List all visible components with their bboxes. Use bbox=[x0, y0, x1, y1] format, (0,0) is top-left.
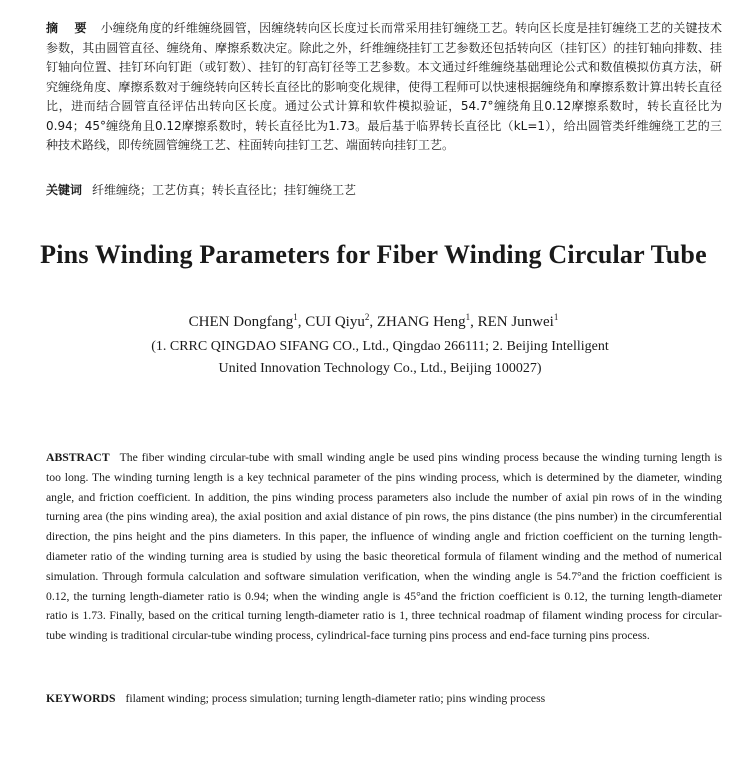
english-abstract-text: The fiber winding circular-tube with small winding angle be used pins winding process because the winding turning length is too long. The winding turning length is a key technical parameter of the pins winding process, which is determined by the diameter, winding angle, and friction coefficient. In addition, the pins winding process parameters also include the number of axial pin rows of in the winding turning area (the pins winding area), the axial position and axial distance of pin rows, the pins distance (the pins number) in the circumferential direction, the pins height and the pins diameters. In this paper, the influence of winding angle and friction coefficient on the turning length-diameter ratio of the winding turning area is studied by using the basic theoretical formula of filament winding and the method of numerical simulation. Through formula calculation and software simulation verification, when the winding angle is 54.7°and the friction coefficient is 0.12, the turning length-diameter ratio is 0.94; when the winding angle is 45°and the friction coefficient is 0.12, the turning length-diameter ratio is 1.73. Finally, based on the critical turning length-diameter ratio is 1, three technical roadmap of filament winding process for circular-tube winding is traditional circular-tube winding process, cylindrical-face turning pins process and end-face turning pins process. bbox=[46, 451, 722, 643]
author-separator: , bbox=[297, 314, 306, 330]
english-keywords-text: filament winding; process simulation; turning length-diameter ratio; pins winding process bbox=[125, 692, 546, 705]
author-name: CHEN Dongfang bbox=[188, 314, 294, 330]
affiliations bbox=[100, 336, 660, 380]
author-affiliation-marker: 1 bbox=[293, 312, 298, 322]
author-name: REN Junwei bbox=[477, 314, 554, 330]
author-affiliation-marker: 2 bbox=[364, 312, 370, 322]
english-keywords-label: KEYWORDS bbox=[46, 692, 116, 705]
chinese-abstract-text: 小缠绕角度的纤维缠绕圆管，因缠绕转向区长度过长而常采用挂钉缠绕工艺。转向区长度是挂钉缠绕工艺的关键技术参数，其由圆管直径、缠绕角、摩擦系数决定。除此之外，纤维缠绕挂钉工艺参数还包括转向区（挂钉区）的挂钉轴向排数、挂钉轴向位置、挂钉环向钉距（或钉数）、挂钉的钉高钉径等工艺参数。本文通过纤维缠绕基础理论公式和数值模拟仿真方法，研究缠绕角度、摩擦系数对于缠绕转向区转长直径比的影响变化规律，使得工程师可以快速根据缠绕角和摩擦系数计算出转长直径比，进而结合圆管直径评估出转向区长度。通过公式计算和软件模拟验证，54.7°缠绕角且0.12摩擦系数时，转长直径比为0.94；45°缠绕角且0.12摩擦系数时，转长直径比为1.73。最后基于临界转长直径比（kL=1），给出圆管类纤维缠绕工艺的三种技术路线，即传统圆管缠绕工艺、柱面转向挂钉工艺、端面转向挂钉工艺。 bbox=[46, 21, 722, 152]
chinese-keywords bbox=[46, 181, 722, 201]
author-affiliation-marker: 1 bbox=[465, 312, 471, 322]
chinese-keywords-label: 关键词 bbox=[46, 183, 83, 197]
author-affiliation-marker: 1 bbox=[553, 312, 559, 322]
affiliation-line: United Innovation Technology Co., Ltd., Beijing 100027) bbox=[218, 361, 542, 376]
author-name: ZHANG Heng bbox=[376, 314, 466, 330]
author-list bbox=[0, 312, 747, 331]
english-abstract-label: ABSTRACT bbox=[46, 451, 110, 464]
author-name: CUI Qiyu bbox=[305, 314, 365, 330]
paper-title: Pins Winding Parameters for Fiber Winding Circular Tube bbox=[40, 240, 707, 269]
chinese-abstract bbox=[46, 19, 722, 156]
english-abstract bbox=[46, 448, 722, 646]
affiliation-line: (1. CRRC QINGDAO SIFANG CO., Ltd., Qingdao 266111; 2. Beijing Intelligent bbox=[151, 339, 609, 354]
author-separator: , bbox=[470, 314, 478, 330]
author-separator: , bbox=[369, 314, 377, 330]
chinese-keywords-text: 纤维缠绕；工艺仿真；转长直径比；挂钉缠绕工艺 bbox=[92, 183, 357, 197]
chinese-abstract-label: 摘 要 bbox=[46, 21, 93, 35]
english-keywords bbox=[46, 689, 722, 708]
